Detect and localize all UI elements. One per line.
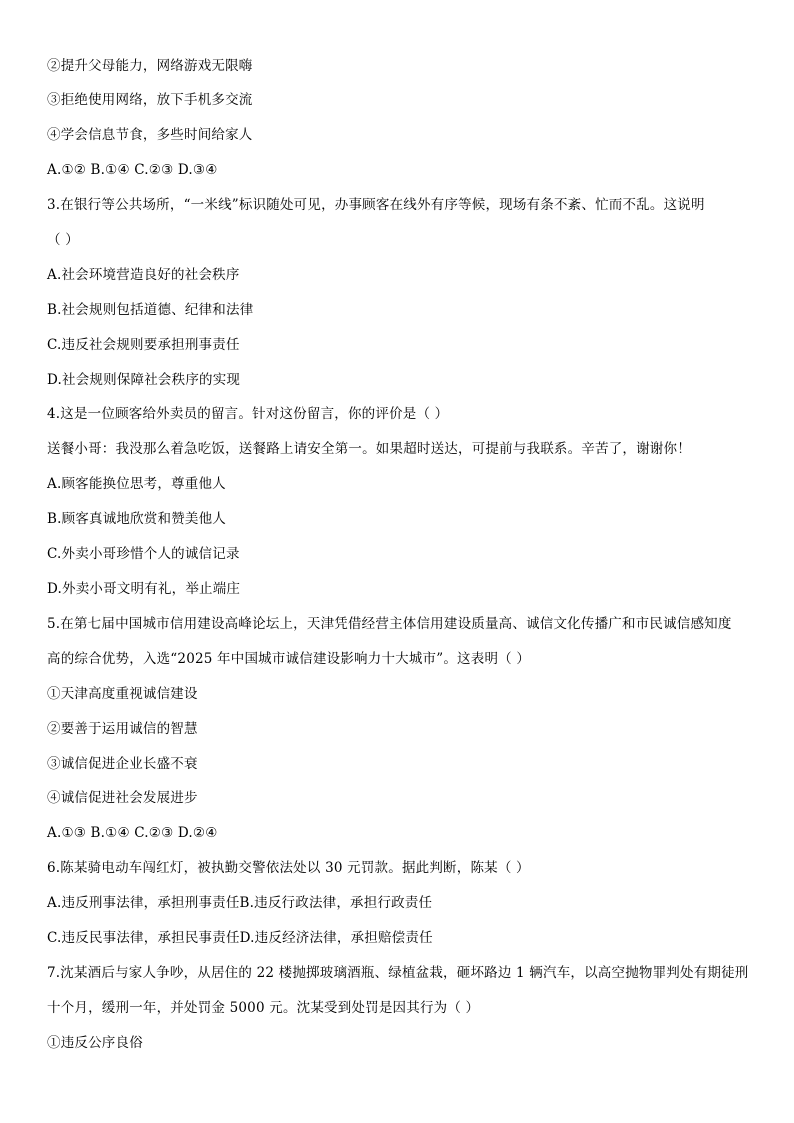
- q4-choice-a: A.顾客能换位思考，尊重他人: [47, 476, 226, 492]
- q4-choice-b: B.顾客真诚地欣赏和赞美他人: [47, 511, 227, 527]
- q4-choice-c: C.外卖小哥珍惜个人的诚信记录: [47, 546, 240, 562]
- q4-choice-d: D.外卖小哥文明有礼，举止端庄: [47, 581, 241, 597]
- q3-choice-d: D.社会规则保障社会秩序的实现: [47, 372, 241, 388]
- q3-choice-c: C.违反社会规则要承担刑事责任: [47, 337, 240, 353]
- q5-item-1: ①天津高度重视诚信建设: [47, 686, 198, 702]
- question-5-stem: 5.在第七届中国城市信用建设高峰论坛上，天津凭借经营主体信用建设质量高、诚信文化传播广和市民诚信感知度: [47, 616, 732, 632]
- answer-choices-q2: A.①② B.①④ C.②③ D.③④: [47, 162, 218, 178]
- question-7-stem: 7.沈某酒后与家人争吵，从居住的 22 楼抛掷玻璃酒瓶、绿植盆栽，砸坏路边 1 辆汽车，以高空抛物罪判处有期徒刑: [47, 965, 749, 981]
- question-6-stem: 6.陈某骑电动车闯红灯，被执勤交警依法处以 30 元罚款。据此判断，陈某（ ）: [47, 860, 530, 876]
- question-4-stem: 4.这是一位顾客给外卖员的留言。针对这份留言，你的评价是（ ）: [47, 406, 449, 422]
- question-7-stem-cont: 十个月，缓刑一年，并处罚金 5000 元。沈某受到处罚是因其行为（ ）: [47, 1000, 480, 1016]
- q6-choices-ab: A.违反刑事法律，承担刑事责任B.违反行政法律，承担行政责任: [47, 895, 433, 911]
- option-2-line: ②提升父母能力，网络游戏无限嗨: [47, 58, 253, 74]
- question-5-stem-cont: 高的综合优势，入选“2025 年中国城市诚信建设影响力十大城市”。这表明（ ）: [47, 651, 531, 667]
- q3-choice-a: A.社会环境营造良好的社会秩序: [47, 267, 240, 283]
- question-3-stem: 3.在银行等公共场所，“一米线”标识随处可见，办事顾客在线外有序等候，现场有条不紊、忙而不乱。这说明: [47, 197, 705, 213]
- question-4-message: 送餐小哥：我没那么着急吃饭，送餐路上请安全第一。如果超时送达，可提前与我联系。辛苦了，谢谢你！: [47, 441, 691, 457]
- q5-item-3: ③诚信促进企业长盛不衰: [47, 756, 198, 772]
- q5-item-2: ②要善于运用诚信的智慧: [47, 721, 198, 737]
- answer-choices-q5: A.①③ B.①④ C.②③ D.②④: [47, 825, 218, 841]
- q3-choice-b: B.社会规则包括道德、纪律和法律: [47, 302, 254, 318]
- option-3-line: ③拒绝使用网络，放下手机多交流: [47, 92, 253, 108]
- q5-item-4: ④诚信促进社会发展进步: [47, 790, 198, 806]
- q7-item-1: ①违反公序良俗: [47, 1035, 143, 1051]
- q6-choices-cd: C.违反民事法律，承担民事责任D.违反经济法律，承担赔偿责任: [47, 930, 433, 946]
- question-3-blank: （ ）: [47, 232, 79, 248]
- option-4-line: ④学会信息节食，多些时间给家人: [47, 127, 253, 143]
